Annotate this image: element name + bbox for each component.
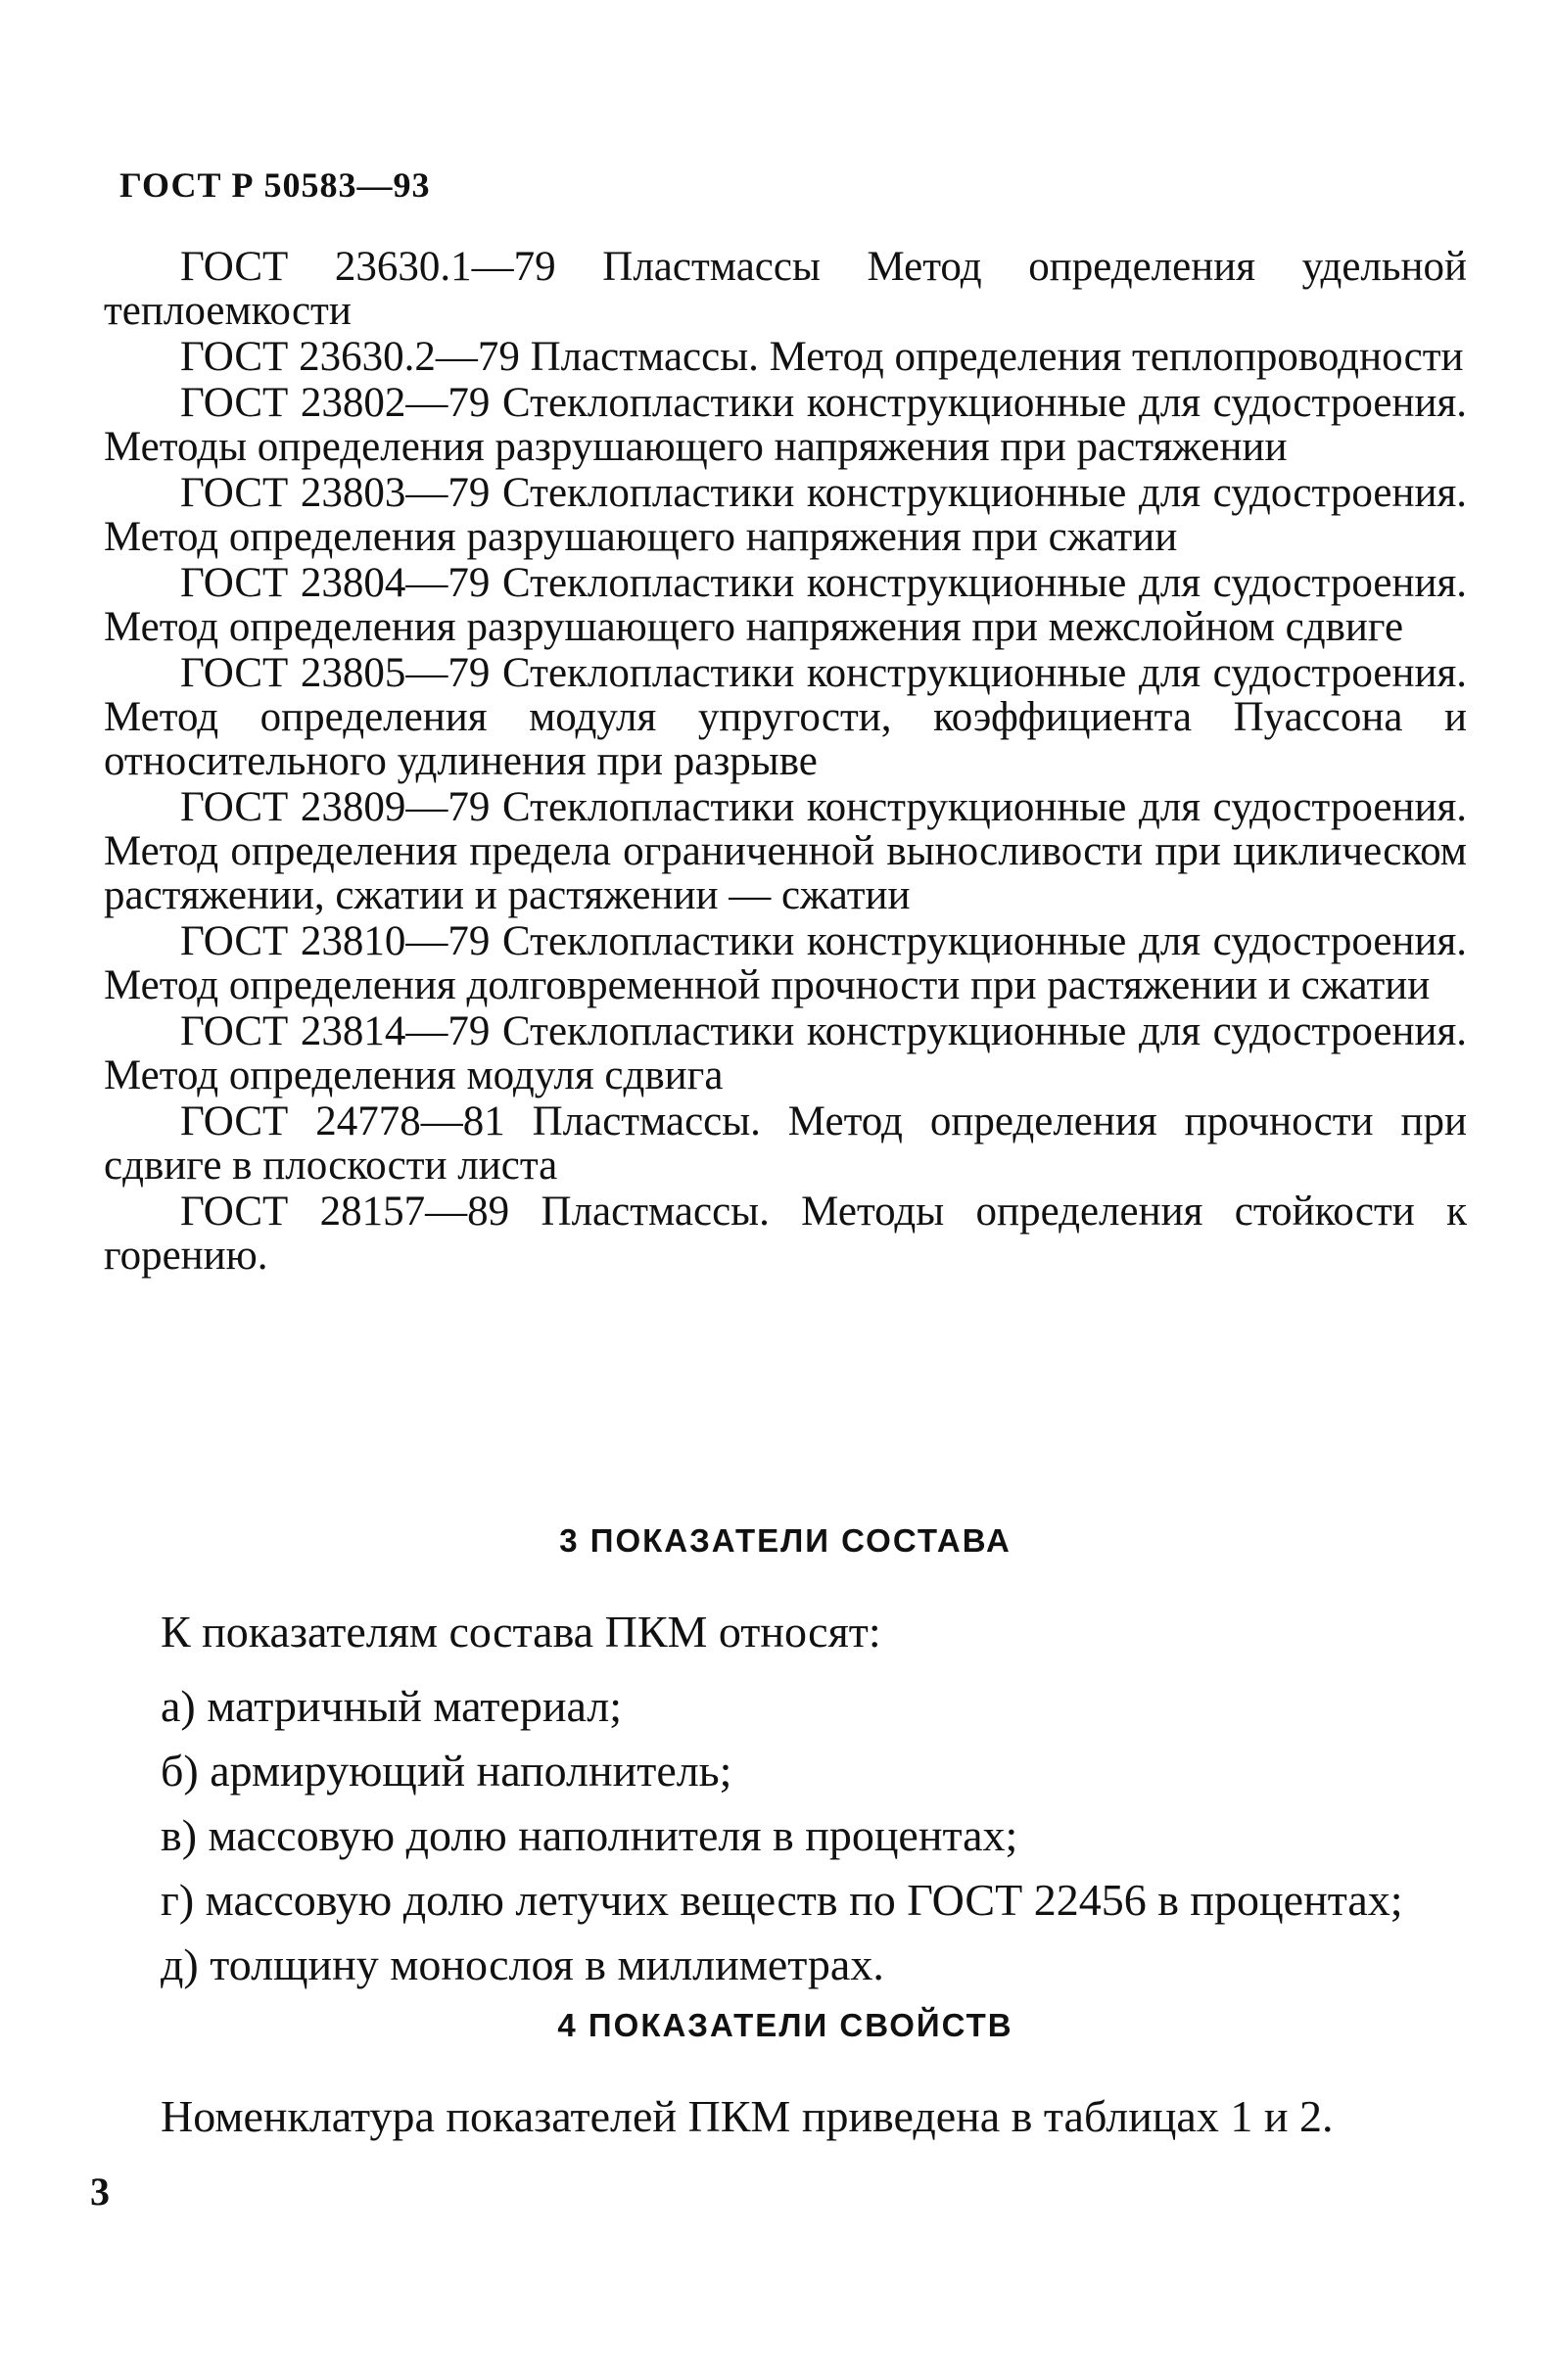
list-item: а) матричный материал; bbox=[161, 1681, 623, 1731]
list-item: б) армирующий наполнитель; bbox=[161, 1746, 732, 1796]
list-item: в) массовую долю наполнителя в процентах; bbox=[161, 1810, 1018, 1860]
list-item: д) толщину монослоя в миллиметрах. bbox=[161, 1939, 884, 1989]
reference-item: ГОСТ 23805—79 Стеклопластики конструкционные для судостроения. Метод определения модуля упругости, коэффициента Пуассона и относительного удлинения при разрыве bbox=[104, 650, 1467, 784]
reference-item: ГОСТ 23630.1—79 Пластмассы Метод определения удельной теплоемкости bbox=[104, 244, 1467, 334]
reference-item: ГОСТ 24778—81 Пластмассы. Метод определения прочности при сдвиге в плоскости листа bbox=[104, 1098, 1467, 1189]
section-3-intro: К показателям состава ПКМ относят: bbox=[161, 1607, 881, 1657]
composition-list bbox=[161, 1674, 1473, 1997]
section-4-title: 4 ПОКАЗАТЕЛИ СВОЙСТВ bbox=[557, 2007, 1013, 2043]
reference-item: ГОСТ 23802—79 Стеклопластики конструкционные для судостроения. Методы определения разрушающего напряжения при растяжении bbox=[104, 380, 1467, 470]
reference-item: ГОСТ 28157—89 Пластмассы. Методы определения стойкости к горению. bbox=[104, 1189, 1467, 1279]
reference-item: ГОСТ 23803—79 Стеклопластики конструкционные для судостроения. Метод определения разрушающего напряжения при сжатии bbox=[104, 470, 1467, 560]
reference-item: ГОСТ 23810—79 Стеклопластики конструкционные для судостроения. Метод определения долговременной прочности при растяжении и сжатии bbox=[104, 918, 1467, 1008]
list-item: г) массовую долю летучих веществ по ГОСТ 22456 в процентах; bbox=[161, 1875, 1403, 1925]
reference-item: ГОСТ 23804—79 Стеклопластики конструкционные для судостроения. Метод определения разрушающего напряжения при межслойном сдвиге bbox=[104, 560, 1467, 650]
section-3-title: 3 ПОКАЗАТЕЛИ СОСТАВА bbox=[559, 1522, 1012, 1559]
reference-item: ГОСТ 23814—79 Стеклопластики конструкционные для судостроения. Метод определения модуля сдвига bbox=[104, 1008, 1467, 1098]
reference-item: ГОСТ 23809—79 Стеклопластики конструкционные для судостроения. Метод определения предела ограниченной выносливости при циклическом растяжении, сжатии и растяжении — сжатии bbox=[104, 784, 1467, 918]
reference-item: ГОСТ 23630.2—79 Пластмассы. Метод определения теплопроводности bbox=[180, 334, 1464, 380]
references-list bbox=[104, 245, 1467, 1280]
section-4-text: Номенклатура показателей ПКМ приведена в таблицах 1 и 2. bbox=[161, 2091, 1334, 2141]
document-header: ГОСТ Р 50583—93 bbox=[119, 165, 431, 205]
page-number: 3 bbox=[90, 2170, 110, 2214]
